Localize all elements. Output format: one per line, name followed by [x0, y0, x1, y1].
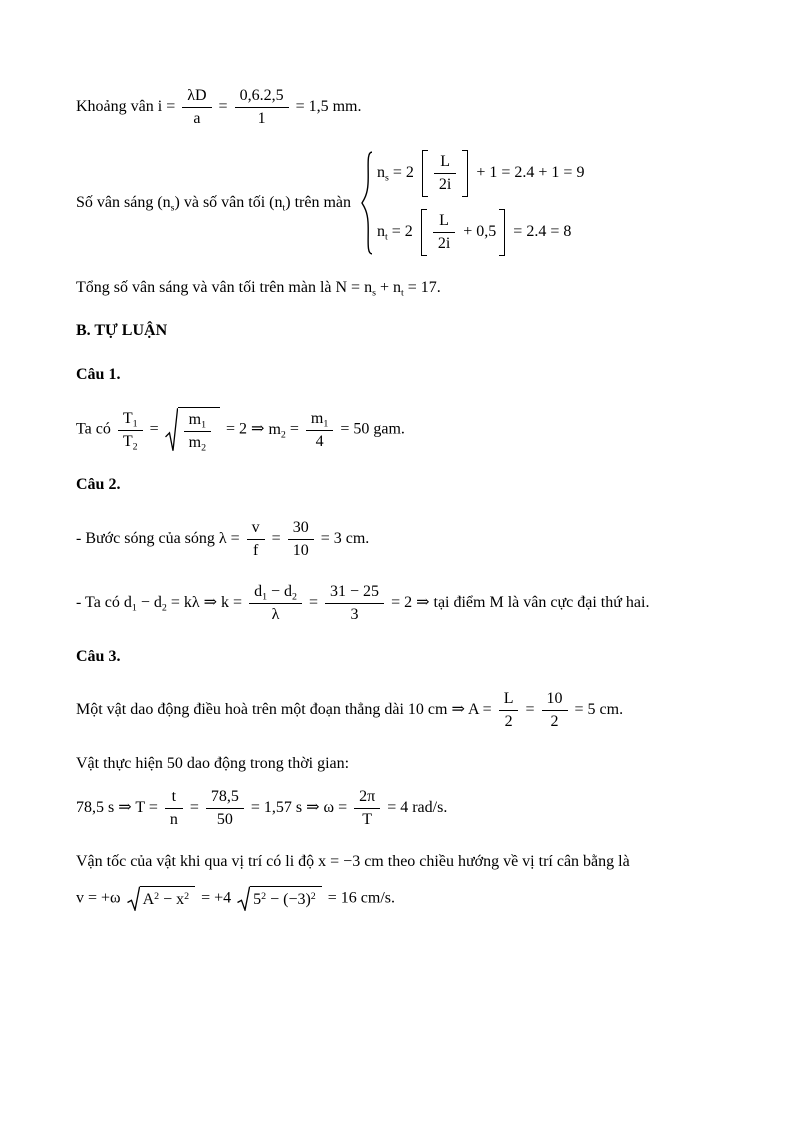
sub-index: 1 [262, 591, 268, 603]
text: Vận tốc của vật khi qua vị trí có li độ x = −3 cm theo chiều hướng về vị trí cân bằng là [76, 853, 630, 871]
text: ) và số vân tối ( [174, 193, 275, 211]
sqrt [237, 886, 322, 911]
var: n [364, 279, 373, 296]
equation-rows [377, 150, 584, 256]
var: m [188, 411, 202, 429]
text: = 17. [407, 279, 441, 296]
equals: = [189, 799, 199, 817]
number: 5 [253, 890, 262, 908]
denominator: n [169, 811, 178, 829]
d-sub-2 [153, 593, 167, 614]
radical-icon [127, 886, 140, 911]
text: = 2 ⇒ [226, 420, 265, 438]
n-sub-t [392, 279, 404, 299]
sqrt [165, 407, 220, 453]
fraction [433, 211, 455, 254]
equals: = [149, 420, 159, 438]
sub-index: 2 [161, 602, 167, 614]
var: m [188, 434, 202, 452]
var: T [122, 409, 133, 427]
bracket-content [427, 209, 499, 256]
lhs [377, 221, 413, 243]
numerator: 10 [542, 689, 568, 711]
numerator: t [165, 787, 183, 809]
text: Một vật dao động điều hoà trên một đoạn thẳng dài 10 cm ⇒ A = [76, 701, 492, 719]
numerator [249, 582, 302, 604]
line-bien-do [76, 689, 724, 732]
heading-cau-1 [76, 364, 724, 386]
radicand [250, 886, 322, 911]
heading-cau-3 [76, 646, 724, 668]
line-chu-ky [76, 787, 724, 830]
minus: − [140, 593, 150, 611]
line-van-toc-formula [76, 886, 724, 911]
text: = 4 rad/s. [387, 799, 448, 817]
line-tong-so-van [76, 277, 724, 299]
sub-index: 1 [131, 602, 137, 614]
text: = 1,57 s ⇒ ω = [250, 799, 348, 817]
n-sub-s [364, 279, 376, 299]
numerator: L [433, 211, 455, 233]
heading-cau-2 [76, 474, 724, 496]
var: n [162, 193, 171, 211]
line-so-van-sang-toi [76, 150, 724, 256]
numerator: L [434, 152, 456, 174]
var: m [268, 420, 281, 438]
sub-index: 1 [323, 418, 329, 430]
denominator [118, 431, 143, 452]
section-heading-tu-luan [76, 320, 724, 342]
radicand [140, 886, 196, 911]
heading-text: Câu 1. [76, 365, 121, 383]
var: d [153, 593, 162, 611]
math-var: λ = [218, 529, 240, 547]
var: n [392, 279, 401, 296]
equation-ns [377, 150, 584, 197]
equals: = +4 [201, 889, 232, 907]
text: Khoảng vân [76, 98, 154, 116]
math-var: i = [157, 98, 176, 116]
denominator: T [362, 811, 373, 829]
var: d [254, 582, 263, 600]
denominator: a [193, 110, 201, 127]
m-sub-2 [268, 420, 286, 441]
fraction [206, 787, 244, 830]
radical-icon [237, 886, 250, 911]
var: n [377, 164, 386, 182]
bracket-right-icon [462, 150, 468, 197]
numerator: L [499, 689, 519, 711]
line-van-toc-intro [76, 851, 724, 873]
denominator: 10 [292, 541, 309, 559]
numerator [118, 409, 143, 431]
denominator: 2i [437, 235, 451, 252]
text: = kλ ⇒ k = [170, 593, 243, 611]
equation-system [360, 150, 584, 256]
sub-index: s [385, 172, 389, 184]
denominator: 3 [350, 605, 359, 623]
heading-text: Câu 2. [76, 476, 121, 494]
fraction [165, 787, 183, 830]
text: = 1,5 mm. [295, 98, 362, 116]
line-buoc-song [76, 518, 724, 561]
denominator [184, 432, 211, 453]
numerator: 0,6.2,5 [235, 86, 289, 108]
sub-index: 2 [132, 441, 138, 453]
heading-text: Câu 3. [76, 647, 121, 665]
var: x [176, 890, 185, 908]
numerator: 78,5 [206, 787, 244, 809]
sub-index: 2 [280, 429, 286, 441]
equals: = 2 [392, 164, 414, 182]
sub-index: 2 [201, 442, 207, 454]
denominator: 2 [504, 712, 513, 730]
d-sub-1 [123, 593, 137, 614]
denominator: 50 [216, 811, 233, 829]
sub-index: t [400, 287, 404, 299]
sub-index: s [372, 287, 376, 299]
rhs: + 1 = 2.4 + 1 = 9 [476, 164, 585, 182]
fraction [325, 582, 384, 625]
text: Ta có [76, 420, 111, 438]
sub-index: 1 [201, 419, 207, 431]
numerator: 31 − 25 [325, 582, 384, 604]
rhs: = 2.4 = 8 [513, 223, 572, 241]
equals: = [289, 420, 299, 438]
text: Vật thực hiện 50 dao động trong thời gian: [76, 754, 350, 772]
denominator: 2 [550, 712, 559, 730]
heading-text: B. TỰ LUẬN [76, 322, 168, 340]
equation-nt [377, 209, 584, 256]
sub-index: t [282, 202, 286, 214]
text: - Ta có [76, 593, 120, 611]
equals: = [525, 701, 535, 719]
text: = 50 gam. [340, 420, 405, 438]
var: A [142, 890, 155, 908]
text: - Bước sóng của sóng [76, 529, 215, 547]
denominator: 1 [257, 110, 266, 127]
var: m [310, 409, 324, 427]
sub-index: s [170, 202, 175, 214]
denominator: f [253, 541, 259, 559]
fraction [118, 409, 143, 452]
bracket-right-icon [499, 209, 505, 256]
text: = 5 cm. [574, 701, 624, 719]
equals: = [218, 98, 228, 116]
denominator: 4 [315, 432, 324, 450]
numerator: v [247, 518, 265, 540]
var: n [274, 193, 283, 211]
text: 78,5 s ⇒ T = [76, 799, 158, 817]
fraction [184, 410, 211, 453]
equals: = [309, 593, 319, 611]
minus: − [271, 582, 281, 600]
plus: + [379, 279, 389, 296]
equals: = 2 [391, 223, 413, 241]
sup-index: 2 [261, 890, 267, 902]
sup-index: 2 [310, 890, 316, 902]
floor-bracket [422, 150, 468, 197]
var: T [122, 432, 133, 450]
text: ) trên màn [285, 193, 352, 211]
sqrt [127, 886, 196, 911]
fraction [542, 689, 568, 732]
fraction [306, 409, 333, 452]
fraction [354, 787, 380, 830]
line-khoang-van [76, 86, 724, 129]
text: Số vân sáng ( [76, 193, 163, 211]
text: + 0,5 [463, 223, 497, 241]
floor-bracket [421, 209, 505, 256]
fraction [182, 86, 211, 129]
line-50-dao-dong [76, 753, 724, 775]
lhs [377, 162, 414, 184]
numerator: 30 [288, 518, 314, 540]
brace-icon [360, 150, 374, 256]
minus: − [163, 890, 173, 908]
var: n [377, 223, 386, 241]
denominator: 2i [438, 176, 452, 193]
numerator: λD [182, 86, 211, 108]
minus: − [270, 890, 280, 908]
number: (−3) [283, 890, 311, 908]
numerator [306, 409, 333, 431]
var: d [284, 582, 293, 600]
sup-index: 2 [184, 890, 190, 902]
fraction [249, 582, 302, 625]
bracket-content [428, 150, 462, 197]
sub-index: 2 [292, 591, 297, 603]
text: v = +ω [76, 889, 121, 907]
sub-index: t [385, 231, 388, 243]
text [76, 192, 351, 214]
line-cuc-dai [76, 582, 724, 625]
text: = 16 cm/s. [327, 889, 395, 907]
sub-index: 1 [132, 418, 138, 430]
text: = 3 cm. [320, 529, 370, 547]
fraction [288, 518, 314, 561]
radical-icon [165, 407, 178, 453]
var: d [123, 593, 132, 611]
n-sub-s [162, 193, 175, 214]
radicand [178, 407, 220, 453]
fraction [434, 152, 456, 195]
n-sub-t [274, 193, 286, 214]
denominator: λ [271, 605, 280, 623]
sup-index: 2 [154, 890, 160, 902]
fraction [235, 86, 289, 129]
fraction [247, 518, 265, 561]
equals: = [271, 529, 281, 547]
numerator: 2π [354, 787, 380, 809]
numerator [184, 410, 211, 432]
fraction [499, 689, 519, 732]
line-cau1-solution [76, 407, 724, 453]
text: Tổng số vân sáng và vân tối trên màn là N = [76, 279, 361, 296]
text: = 2 ⇒ tại điểm M là vân cực đại thứ hai. [391, 593, 650, 611]
